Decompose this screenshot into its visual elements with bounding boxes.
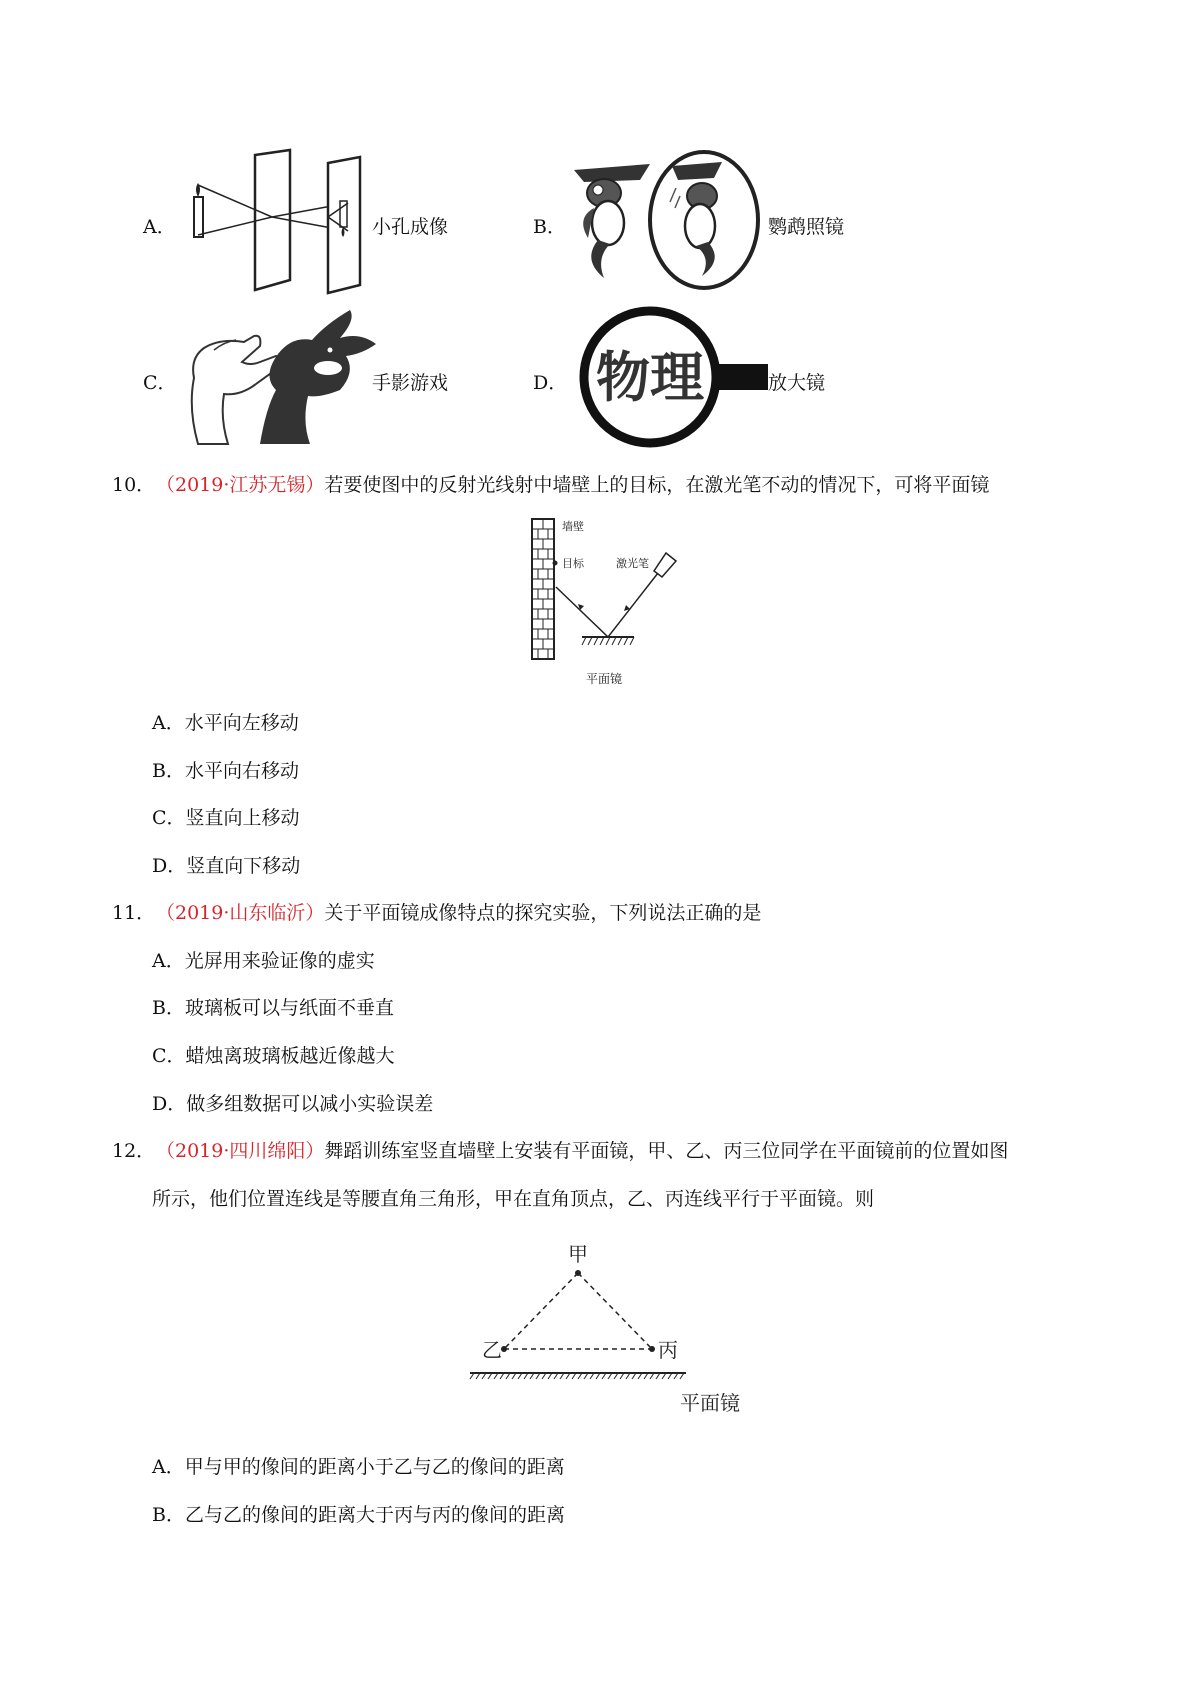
question-10-option-c[interactable]: C．竖直向上移动 xyxy=(152,807,300,829)
option-b-letter: B． xyxy=(533,216,566,238)
option-a-letter: A． xyxy=(143,216,176,238)
question-12-text-continued: 所示，他们位置连线是等腰直角三角形，甲在直角顶点，乙、丙连线平行于平面镜。则 xyxy=(152,1188,875,1210)
question-10-number: 10． xyxy=(112,474,156,496)
magnifier-text: 物理 xyxy=(596,346,704,409)
question-12-option-a[interactable]: A．甲与甲的像间的距离小于乙与乙的像间的距离 xyxy=(152,1456,565,1478)
option-c-letter: C． xyxy=(143,372,177,394)
question-11-option-b[interactable]: B．玻璃板可以与纸面不垂直 xyxy=(152,997,394,1019)
pinhole-camera-illustration xyxy=(180,145,375,295)
mirror-label: 平面镜 xyxy=(586,672,623,686)
option-c-label: 手影游戏 xyxy=(372,372,449,394)
question-10-option-b[interactable]: B．水平向右移动 xyxy=(152,760,299,782)
option-d-letter: D． xyxy=(533,372,568,394)
question-10 xyxy=(112,470,989,497)
question-11-source: （2019·山东临沂） xyxy=(156,902,325,924)
laser-label: 激光笔 xyxy=(616,557,649,570)
magnifier-illustration xyxy=(568,302,773,452)
option-a-label: 小孔成像 xyxy=(372,216,449,238)
triangle-mirror-figure xyxy=(460,1235,750,1415)
target-dot xyxy=(553,561,558,566)
question-11-option-a[interactable]: A．光屏用来验证像的虚实 xyxy=(152,950,375,972)
question-10-text: 若要使图中的反射光线射中墙壁上的目标，在激光笔不动的情况下，可将平面镜 xyxy=(324,474,990,496)
question-12-source: （2019·四川绵阳） xyxy=(156,1140,325,1162)
option-b-label: 鹦鹉照镜 xyxy=(768,216,845,238)
mirror-label-12: 平面镜 xyxy=(680,1391,740,1415)
mirror-laser-figure xyxy=(520,515,690,687)
parrot-mirror-illustration xyxy=(562,148,762,293)
question-12-option-b[interactable]: B．乙与乙的像间的距离大于丙与丙的像间的距离 xyxy=(152,1504,565,1526)
question-11-option-c[interactable]: C．蜡烛离玻璃板越近像越大 xyxy=(152,1045,395,1067)
question-10-source: （2019·江苏无锡） xyxy=(156,474,325,496)
question-11-number: 11． xyxy=(112,902,156,924)
question-11 xyxy=(112,898,761,925)
hand-shadow-illustration xyxy=(180,298,380,448)
yi-label: 乙 xyxy=(482,1338,502,1362)
question-12-text: 舞蹈训练室竖直墙壁上安装有平面镜，甲、乙、丙三位同学在平面镜前的位置如图 xyxy=(324,1140,1009,1162)
option-d-label: 放大镜 xyxy=(768,372,826,394)
question-11-option-d[interactable]: D．做多组数据可以减小实验误差 xyxy=(152,1093,434,1115)
question-12-number: 12． xyxy=(112,1140,156,1162)
question-12 xyxy=(112,1136,1008,1163)
jia-label: 甲 xyxy=(568,1242,588,1266)
question-11-text: 关于平面镜成像特点的探究实验，下列说法正确的是 xyxy=(324,902,762,924)
bing-label: 丙 xyxy=(658,1338,678,1362)
target-label: 目标 xyxy=(562,557,584,570)
question-10-option-d[interactable]: D．竖直向下移动 xyxy=(152,855,301,877)
question-10-option-a[interactable]: A．水平向左移动 xyxy=(152,712,299,734)
wall-label: 墙壁 xyxy=(562,520,584,533)
